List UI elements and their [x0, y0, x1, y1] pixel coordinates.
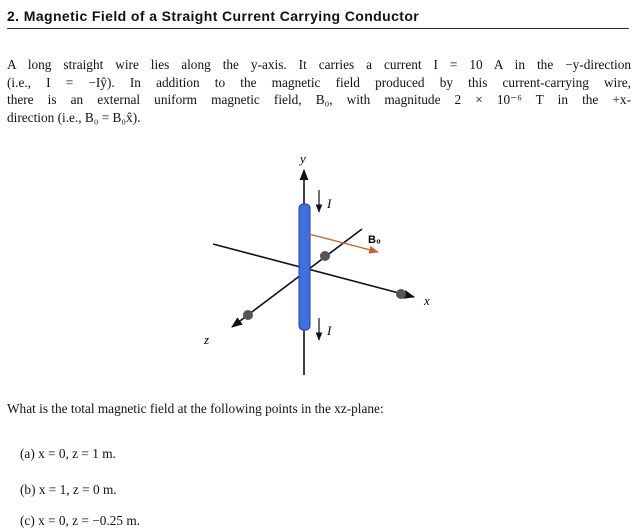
- x-axis: [213, 244, 414, 297]
- current-label-bottom: I: [327, 323, 332, 338]
- part-c: (c) x = 0, z = −0.25 m.: [20, 513, 140, 528]
- point-on-x-axis: [396, 289, 406, 299]
- problem-statement: [7, 56, 631, 126]
- z-axis-label: z: [204, 332, 210, 347]
- y-axis-label: y: [300, 151, 306, 166]
- part-a: (a) x = 0, z = 1 m.: [20, 446, 116, 461]
- point-on-z-axis-behind: [320, 251, 330, 261]
- current-wire: [299, 204, 310, 330]
- current-label-top: I: [327, 196, 332, 211]
- statement-line-4: direction (i.e., B₀ = B₀x̂).: [7, 109, 141, 125]
- statement-line-3: there is an external uniform magnetic field, B₀, with magnitude 2 × 10⁻⁶ T in the +x-: [7, 92, 631, 107]
- part-b: (b) x = 1, z = 0 m.: [20, 482, 117, 497]
- question-text: What is the total magnetic field at the following points in the xz-plane:: [7, 401, 384, 416]
- point-on-z-axis-front: [243, 310, 253, 320]
- statement-line-2: (i.e., I = −Iŷ). In addition to the magnetic field produced by this current-carrying wire,: [7, 74, 631, 90]
- problem-title: 2. Magnetic Field of a Straight Current Carrying Conductor: [7, 8, 629, 29]
- statement-line-1: A long straight wire lies along the y-axis. It carries a current I = 10 A in the −y-direction: [7, 57, 631, 72]
- wire-axes-figure: [0, 150, 637, 380]
- external-field-label: B₀: [368, 234, 381, 246]
- x-axis-label: x: [424, 293, 430, 308]
